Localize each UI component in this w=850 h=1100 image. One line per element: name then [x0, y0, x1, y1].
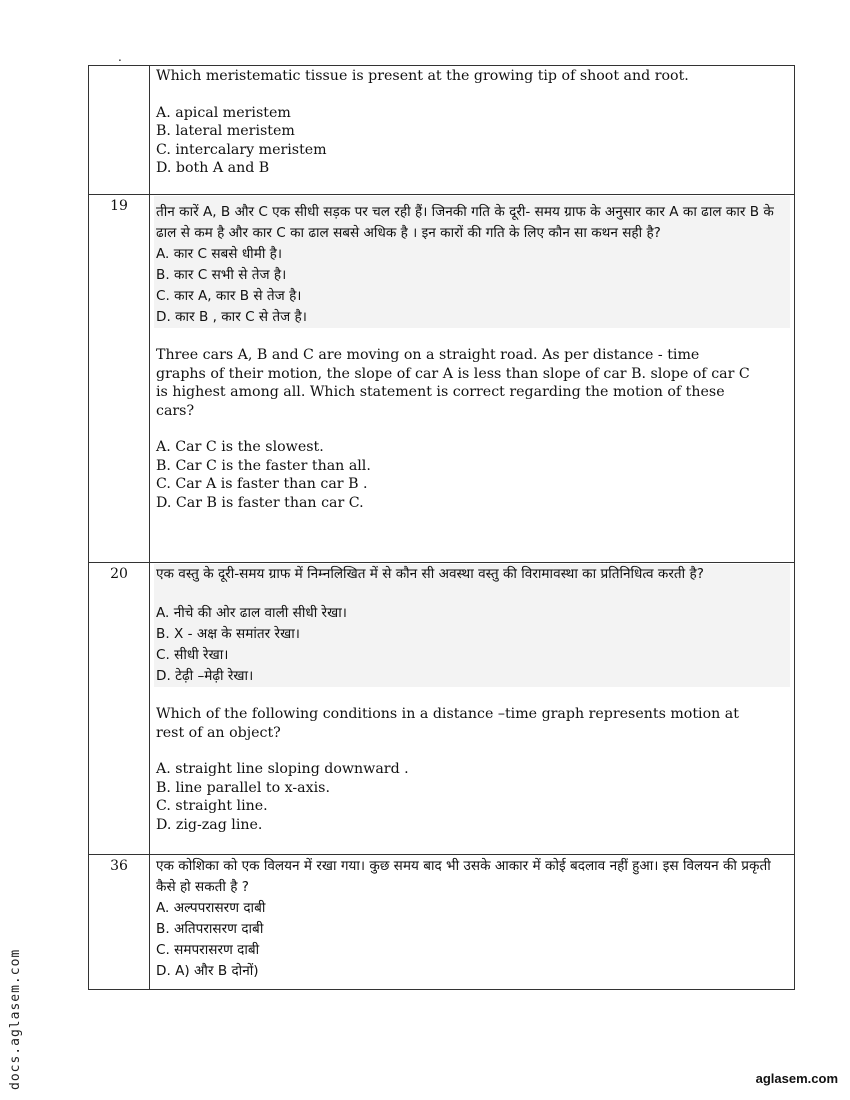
- question-text-en-line: cars?: [156, 402, 195, 419]
- option-a-hi: A. नीचे की ओर ढाल वाली सीधी रेखा।: [156, 605, 347, 621]
- option-c: C. intercalary meristem: [156, 141, 327, 158]
- question-text-en-line: Three cars A, B and C are moving on a straight road. As per distance - time: [156, 347, 700, 363]
- option-a: A. straight line sloping downward .: [156, 761, 409, 777]
- option-d-hi: D. टेढ़ी –मेढ़ी रेखा।: [156, 668, 254, 684]
- option-c-hi: C. कार A, कार B से तेज है।: [156, 288, 302, 304]
- question-number: 20: [89, 563, 150, 855]
- question-row: [89, 563, 795, 855]
- question-row: [89, 66, 795, 195]
- hindi-block: [154, 196, 790, 328]
- question-body: [150, 66, 795, 195]
- hindi-block: [154, 564, 790, 687]
- question-text-hi: एक कोशिका को एक विलयन में रखा गया। कुछ समय बाद भी उसके आकार में कोई बदलाव नहीं हुआ। इस विलयन की प्रकृती कैसे हो सकती है ?: [156, 858, 771, 895]
- hindi-block: [154, 856, 790, 982]
- question-number: [89, 66, 150, 195]
- option-a: A. Car C is the slowest.: [156, 439, 324, 455]
- question-text-hi: एक वस्तु के दूरी-समय ग्राफ में निम्नलिखित में से कौन सी अवस्था वस्तु की विरामावस्था का प्रतिनिधित्व करती है?: [156, 566, 704, 582]
- option-d-hi: D. कार B , कार C से तेज है।: [156, 309, 307, 325]
- option-b-hi: B. X - अक्ष के समांतर रेखा।: [156, 626, 300, 642]
- top-mark: .: [118, 50, 122, 64]
- option-b: B. Car C is the faster than all.: [156, 457, 371, 474]
- question-number: 36: [89, 855, 150, 990]
- corner-watermark: aglasem.com: [755, 1071, 838, 1086]
- question-text-en-line: graphs of their motion, the slope of car A is less than slope of car B. slope of car C: [156, 365, 750, 382]
- question-row: [89, 195, 795, 563]
- question-text-en-line: rest of an object?: [156, 724, 281, 741]
- option-b-hi: B. कार C सभी से तेज है।: [156, 267, 287, 283]
- option-d-hi: D. A) और B दोनों): [156, 963, 259, 979]
- question-body: [150, 195, 795, 563]
- option-d: D. zig-zag line.: [156, 816, 263, 833]
- option-b: B. line parallel to x-axis.: [156, 779, 330, 796]
- question-text-en: Which meristematic tissue is present at the growing tip of shoot and root.: [156, 68, 689, 84]
- option-c-hi: C. समपरासरण दाबी: [156, 942, 260, 958]
- option-a-hi: A. कार C सबसे धीमी है।: [156, 246, 283, 262]
- option-c-hi: C. सीधी रेखा।: [156, 647, 229, 663]
- option-d: D. both A and B: [156, 160, 270, 176]
- option-b: B. lateral meristem: [156, 123, 295, 139]
- option-a-hi: A. अल्पपरासरण दाबी: [156, 900, 266, 916]
- side-watermark: docs.aglasem.com: [8, 948, 23, 1090]
- question-text-en-line: Which of the following conditions in a distance –time graph represents motion at: [156, 706, 739, 722]
- question-body: [150, 563, 795, 855]
- option-b-hi: B. अतिपरासरण दाबी: [156, 921, 264, 937]
- option-a: A. apical meristem: [156, 104, 291, 121]
- question-number: 19: [89, 195, 150, 563]
- question-text-hi: तीन कारें A, B और C एक सीधी सड़क पर चल रही हैं। जिनकी गति के दूरी- समय ग्राफ के अनुसार कार A का ढाल कार B के ढाल से कम है और कार C का ढाल सबसे अधिक है । इन कारों की गति के लिए कौन सा कथन सही है?: [156, 204, 774, 241]
- option-c: C. Car A is faster than car B .: [156, 476, 368, 492]
- question-body: [150, 855, 795, 990]
- option-c: C. straight line.: [156, 798, 268, 814]
- question-text-en-line: is highest among all. Which statement is correct regarding the motion of these: [156, 384, 725, 400]
- question-table: [88, 65, 795, 990]
- question-row: [89, 855, 795, 990]
- option-d: D. Car B is faster than car C.: [156, 494, 364, 511]
